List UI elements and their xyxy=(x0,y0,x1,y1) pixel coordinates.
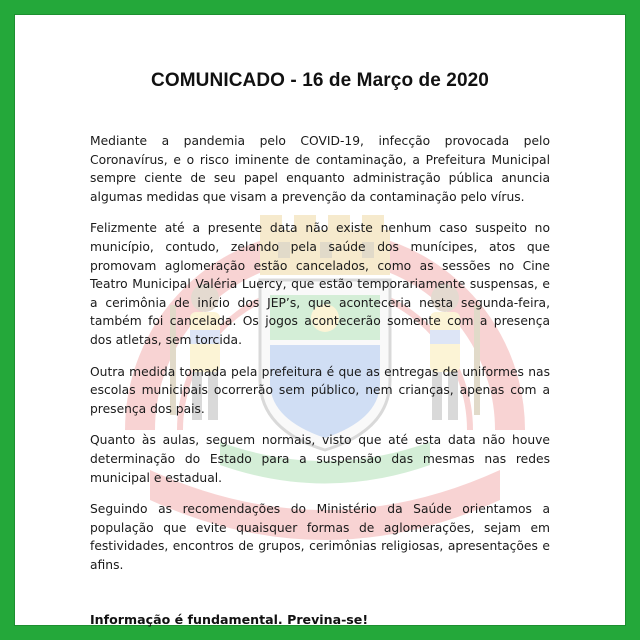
communique-body xyxy=(90,132,550,574)
paragraph-3: Outra medida tomada pela prefeitura é que as entregas de uniformes nas escolas municipais ocorrerão sem público, nem crianças, apenas com a presença dos pais. xyxy=(90,364,550,416)
communique xyxy=(90,70,550,640)
paragraph-4: Quanto às aulas, seguem normais, visto que até esta data não houve determinação do Estado para a suspensão das mesmas nas redes municipal e estadual. xyxy=(90,433,550,485)
page-title: COMUNICADO - 16 de Março de 2020 xyxy=(151,70,489,91)
closing-line: Informação é fundamental. Previna-se! xyxy=(90,612,369,628)
paragraph-1: Mediante a pandemia pelo COVID-19, infecção provocada pelo Coronavírus, e o risco iminente de contaminação, a Prefeitura Municipal sempre ciente de seu papel enquanto administração pública anuncia algumas medidas que visam a prevenção da contaminação pelo vírus. xyxy=(90,134,550,204)
paragraph-2: Felizmente até a presente data não existe nenhum caso suspeito no município, contudo, zelando pela saúde dos munícipes, atos que promovam aglomeração estão cancelados, como as sessões no Cine Teatro Municipal Valéria Luercy, que estão temporariamente suspensas, e a cerimônia de início dos JEP’s, que aconteceria nesta segunda-feira, também foi cancelada. Os jogos acontecerão somente com a presença dos atletas, sem torcida. xyxy=(90,221,550,347)
paragraph-5: Seguindo as recomendações do Ministério da Saúde orientamos a população que evite quaisquer formas de aglomerações, sejam em festividades, encontros de grupos, cerimônias religiosas, apresentações e afins. xyxy=(90,502,550,572)
